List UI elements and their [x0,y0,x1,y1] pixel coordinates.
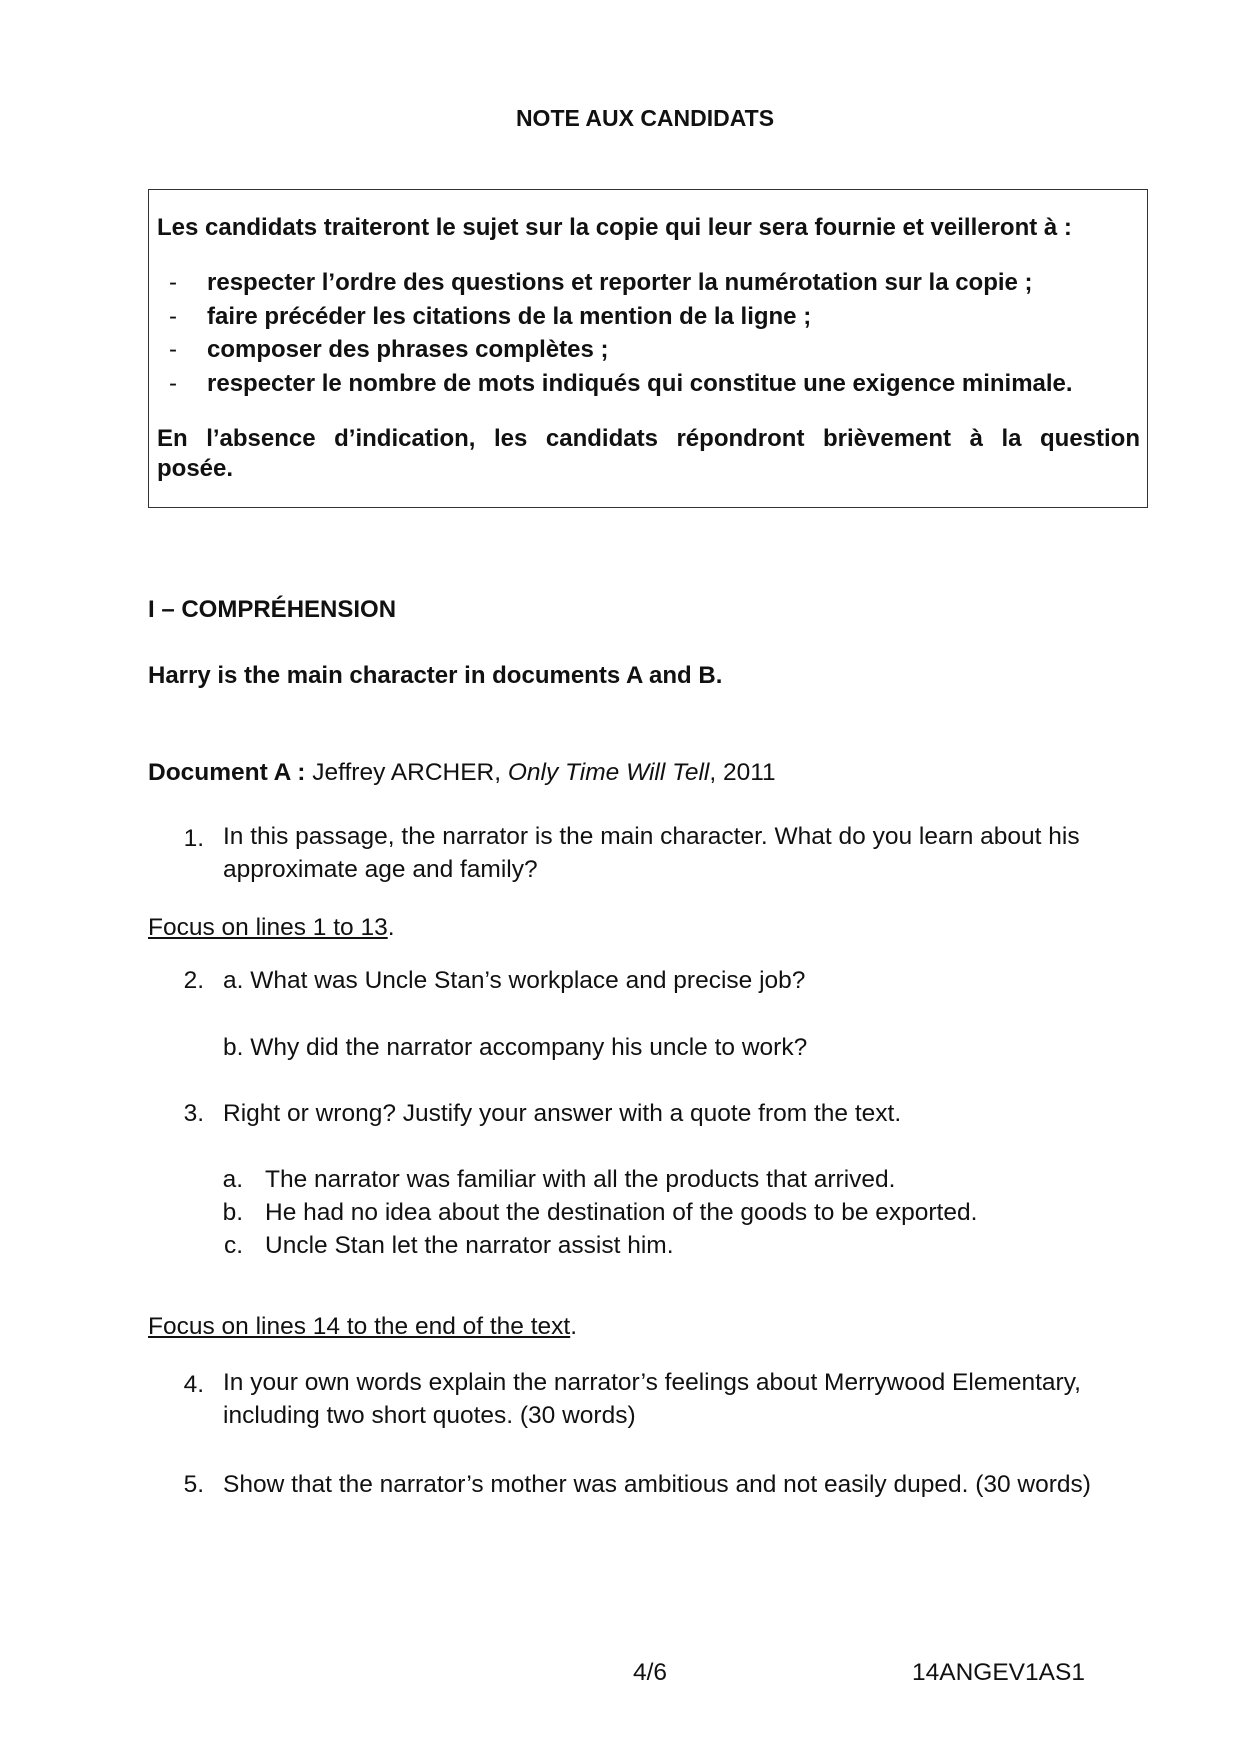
question-text-a: a. What was Uncle Stan’s workplace and precise job? [223,967,806,994]
bullet-dash: - [169,336,177,363]
question-text-b: b. Why did the narrator accompany his uncle to work? [223,1034,808,1061]
page-number: 4/6 [633,1659,668,1686]
page-title: NOTE AUX CANDIDATS [515,105,775,131]
document-author: Jeffrey ARCHER, [305,759,508,786]
document-label: Document A : [148,759,306,786]
question-number: 2. [183,967,204,994]
question-text: Right or wrong? Justify your answer with a quote from the text. [223,1100,902,1127]
instructions-intro: Les candidats traiteront le sujet sur la copie qui leur sera fournie et veilleront à : [157,214,1072,241]
instructions-footer: En l’absence d’indication, les candidats répondront brièvement à la question [157,425,1140,452]
instructions-box: Les candidats traiteront le sujet sur la copie qui leur sera fournie et veilleront à : - respecter l’ordre des questions et reporter la numérotation sur la copie ; - faire précéder les citations de la mention de la ligne ; - composer des phrases complètes ; - respecter le nombre de mots indiqués qui constitue une exigence minimale. En l’absence d’indication, les candidats répondront brièvement à la question posée. [148,189,1148,508]
question-text: In your own words explain the narrator’s feelings about Merrywood Elementary, including two short quotes. (30 words) [223,1369,1081,1429]
document-year: , 2011 [709,759,776,786]
instructions-footer-cont: posée. [157,455,234,482]
question-number: 3. [183,1100,204,1127]
section-intro: Harry is the main character in documents A and B. [148,662,723,689]
section-title: I – COMPRÉHENSION [148,596,397,623]
question-number: 4. [183,1371,204,1398]
question-number: 1. [183,825,204,852]
bullet-dash: - [169,369,177,397]
bullet-dash: - [169,269,177,296]
document-code: 14ANGEV1AS1 [912,1659,1085,1686]
question-number: 5. [183,1471,204,1498]
question-text: In this passage, the narrator is the main character. What do you learn about his approximate age and family? [223,823,1080,883]
focus-instruction: Focus on lines 14 to the end of the text. [148,1313,578,1340]
bullet-dash: - [169,302,177,330]
document-reference [148,759,776,787]
question-text: Show that the narrator’s mother was ambitious and not easily duped. (30 words) [223,1471,1091,1498]
focus-instruction: Focus on lines 1 to 13. [148,914,395,941]
document-work: Only Time Will Tell [507,759,710,786]
